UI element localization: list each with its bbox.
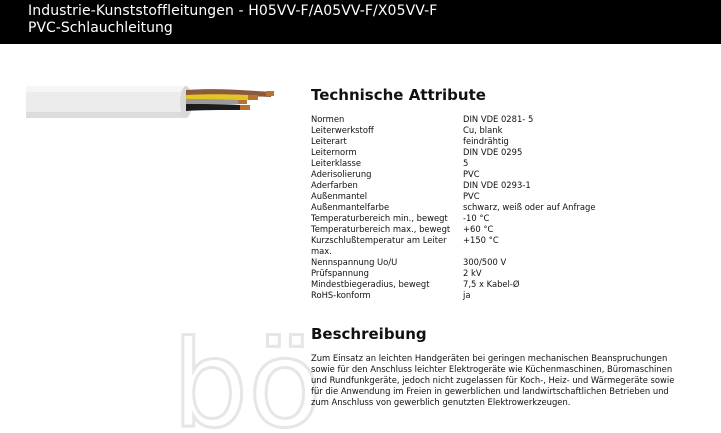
attribute-row	[311, 125, 711, 136]
attribute-key: RoHS-konform	[311, 290, 371, 300]
attribute-row	[311, 180, 711, 191]
attribute-key: Prüfspannung	[311, 268, 369, 278]
attributes-table	[311, 114, 711, 301]
attribute-row	[311, 279, 711, 290]
attribute-row	[311, 235, 711, 257]
attribute-value: +150 °C	[463, 235, 499, 245]
attribute-key: Temperaturbereich max., bewegt	[311, 224, 451, 234]
attribute-key: Normen	[311, 114, 345, 124]
attribute-value: DIN VDE 0295	[463, 147, 523, 157]
cable-image	[26, 80, 276, 124]
attribute-value: Cu, blank	[463, 125, 503, 135]
attribute-key: Leiterwerkstoff	[311, 125, 374, 135]
attribute-key: Nennspannung Uo/U	[311, 257, 398, 267]
attribute-value: feindrähtig	[463, 136, 509, 146]
attribute-key: Mindestbiegeradius, bewegt	[311, 279, 430, 289]
description-heading: Beschreibung	[311, 325, 427, 343]
attributes-heading: Technische Attribute	[311, 86, 486, 104]
attribute-row	[311, 158, 711, 169]
attribute-value: 5	[463, 158, 469, 168]
page-header	[0, 0, 721, 44]
page-title: Industrie-Kunststoffleitungen - H05VV-F/A05VV-F/X05VV-F	[28, 3, 438, 19]
attribute-row	[311, 213, 711, 224]
attribute-row	[311, 191, 711, 202]
attribute-value: PVC	[463, 191, 480, 201]
attribute-value: 300/500 V	[463, 257, 507, 267]
attribute-value: ja	[463, 290, 471, 300]
attribute-row	[311, 268, 711, 279]
attribute-key: Kurzschlußtemperatur am Leiter max.	[311, 235, 447, 256]
attribute-key: Außenmantel	[311, 191, 368, 201]
watermark-logo	[172, 318, 332, 433]
attribute-row	[311, 147, 711, 158]
attribute-row	[311, 136, 711, 147]
attribute-key: Außenmantelfarbe	[311, 202, 390, 212]
attribute-value: DIN VDE 0281- 5	[463, 114, 534, 124]
attribute-key: Aderisolierung	[311, 169, 372, 179]
watermark-text: bö	[172, 318, 322, 433]
attribute-key: Aderfarben	[311, 180, 358, 190]
attribute-value: 7,5 x Kabel-Ø	[463, 279, 520, 289]
attribute-row	[311, 257, 711, 268]
attribute-value: 2 kV	[463, 268, 482, 278]
attribute-key: Temperaturbereich min., bewegt	[311, 213, 448, 223]
attribute-row	[311, 224, 711, 235]
attribute-row	[311, 114, 711, 125]
attribute-key: Leiternorm	[311, 147, 357, 157]
attribute-value: +60 °C	[463, 224, 494, 234]
attribute-row	[311, 202, 711, 213]
attribute-row	[311, 169, 711, 180]
attribute-value: PVC	[463, 169, 480, 179]
attribute-row	[311, 290, 711, 301]
attribute-key: Leiterart	[311, 136, 347, 146]
attribute-value: -10 °C	[463, 213, 490, 223]
description-text: Zum Einsatz an leichten Handgeräten bei geringen mechanischen Beanspruchungen sowie für den Anschluss leichter Elektrogeräte wie Küchenmaschinen, Büromaschinen und Rundfunkgeräte, jedoch nicht zugelassen für Koch-, Heiz- und Wärmegeräte sowie für die Anwendung im Freien in gewerblichen und landwirtschaftlichen Betrieben und zum Anschluss von gewerblich genutzten Elektrowerkzeugen.	[311, 353, 675, 407]
attribute-value: DIN VDE 0293-1	[463, 180, 531, 190]
attribute-key: Leiterklasse	[311, 158, 362, 168]
page-subtitle: PVC-Schlauchleitung	[28, 20, 173, 36]
attribute-value: schwarz, weiß oder auf Anfrage	[463, 202, 596, 212]
